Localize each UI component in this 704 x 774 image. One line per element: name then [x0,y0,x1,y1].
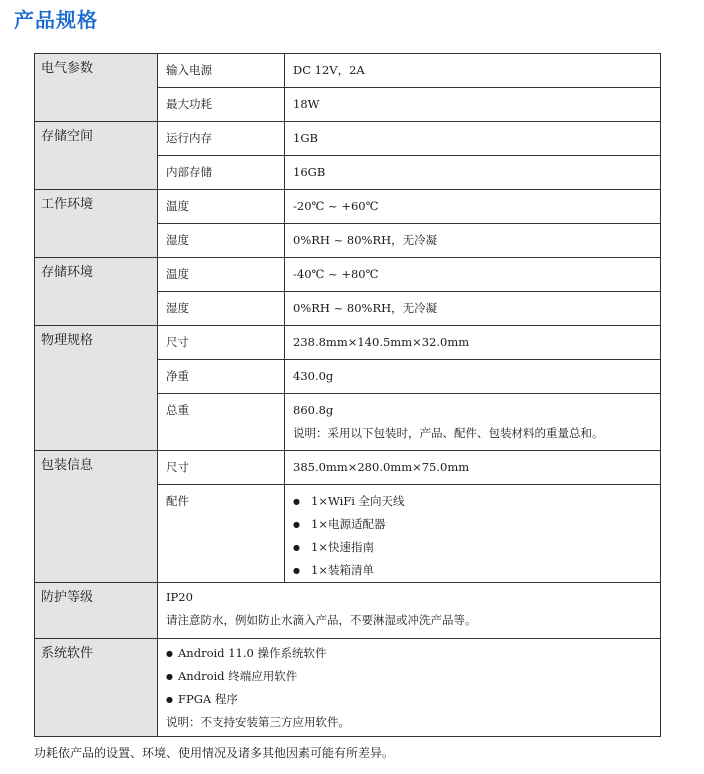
category-protection: 防护等级 [35,583,158,639]
value-protection: IP20 [166,590,193,604]
table-row [35,122,661,156]
label-net-weight: 净重 [158,360,285,394]
table-row [35,639,661,737]
footnote: 功耗依产品的设置、环境、使用情况及诸多其他因素可能有所差异。 [34,746,395,760]
table-row [35,190,661,224]
value-rom: 16GB [285,156,661,190]
value-gross-weight-cell [285,394,661,451]
label-max-power: 最大功耗 [158,88,285,122]
category-electrical: 电气参数 [35,54,158,122]
label-power-input: 输入电源 [158,54,285,88]
value-ram: 1GB [285,122,661,156]
value-storage-temp: -40℃ ~ +80℃ [285,258,661,292]
value-max-power: 18W [285,88,661,122]
category-packaging: 包装信息 [35,451,158,583]
label-package-size: 尺寸 [158,451,285,485]
table-row [35,451,661,485]
label-accessories: 配件 [158,485,285,583]
software-list [166,642,654,711]
value-net-weight: 430.0g [285,360,661,394]
accessories-list [293,490,654,582]
value-package-size: 385.0mm×280.0mm×75.0mm [285,451,661,485]
list-item: ● Android 11.0 操作系统软件 [166,642,654,665]
category-physical: 物理规格 [35,326,158,451]
label-storage-humidity: 湿度 [158,292,285,326]
label-working-humidity: 湿度 [158,224,285,258]
label-size: 尺寸 [158,326,285,360]
table-row [35,258,661,292]
label-gross-weight: 总重 [158,394,285,451]
category-storage-env: 存储环境 [35,258,158,326]
value-accessories [285,485,661,583]
protection-cell [158,583,661,639]
spec-table [34,53,661,737]
list-item: ● FPGA 程序 [166,688,654,711]
gross-weight-note: 说明：采用以下包装时，产品、配件、包装材料的重量总和。 [293,426,604,440]
label-rom: 内部存储 [158,156,285,190]
value-size: 238.8mm×140.5mm×32.0mm [285,326,661,360]
protection-note: 请注意防水，例如防止水滴入产品，不要淋湿或冲洗产品等。 [166,613,477,627]
category-working-env: 工作环境 [35,190,158,258]
table-row [35,54,661,88]
label-storage-temp: 温度 [158,258,285,292]
value-gross-weight: 860.8g [293,403,334,417]
category-storage: 存储空间 [35,122,158,190]
value-working-humidity: 0%RH ~ 80%RH，无冷凝 [285,224,661,258]
software-cell [158,639,661,737]
software-note: 说明：不支持安装第三方应用软件。 [166,715,350,729]
table-row [35,583,661,639]
list-item: ● 1×WiFi 全向天线 [293,490,654,513]
table-row [35,326,661,360]
list-item: ● 1×装箱清单 [293,559,654,582]
category-software: 系统软件 [35,639,158,737]
list-item: ● 1×快速指南 [293,536,654,559]
value-working-temp: -20℃ ~ +60℃ [285,190,661,224]
label-working-temp: 温度 [158,190,285,224]
value-storage-humidity: 0%RH ~ 80%RH，无冷凝 [285,292,661,326]
value-power-input: DC 12V，2A [285,54,661,88]
label-ram: 运行内存 [158,122,285,156]
list-item: ● 1×电源适配器 [293,513,654,536]
list-item: ● Android 终端应用软件 [166,665,654,688]
page-title: 产品规格 [14,8,98,32]
